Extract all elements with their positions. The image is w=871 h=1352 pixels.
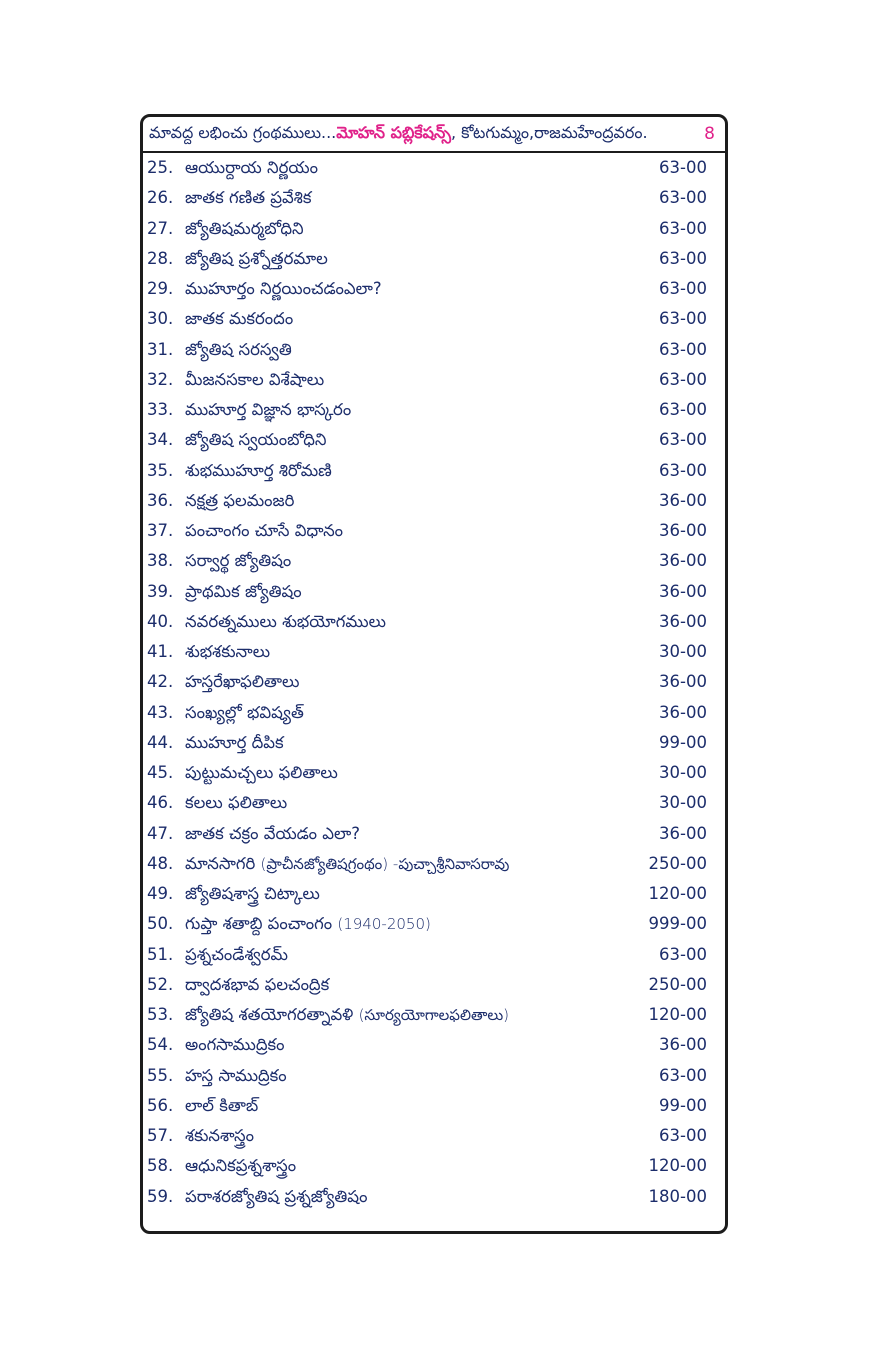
book-price: 63-00 — [659, 430, 707, 450]
book-price: 30-00 — [659, 763, 707, 782]
book-row — [143, 456, 725, 486]
book-title — [185, 637, 270, 667]
book-price: 63-00 — [659, 188, 707, 208]
header-prefix: మావద్ద లభించు గ్రంథములు... — [149, 122, 337, 142]
book-title — [185, 304, 293, 334]
book-title — [185, 1182, 367, 1212]
book-number: 54. — [147, 1035, 174, 1055]
book-title-text: మానసాగరి — [185, 853, 261, 873]
book-price: 36-00 — [659, 823, 707, 843]
book-price: 63-00 — [659, 1065, 707, 1085]
book-number: 25. — [147, 158, 174, 177]
book-row — [143, 1091, 725, 1121]
book-title-text: సర్వార్థ జ్యోతిషం — [185, 551, 292, 571]
book-number: 31. — [147, 339, 174, 359]
book-price: 36-00 — [659, 490, 707, 510]
book-title-text: ఆయుర్దాయ నిర్ణయం — [185, 158, 318, 177]
book-title — [185, 607, 386, 637]
book-title-text: శుభముహూర్త శిరోమణి — [185, 460, 332, 480]
book-row — [143, 425, 725, 455]
book-title — [185, 940, 288, 970]
book-title-text: లాల్ కితాబ్ — [185, 1095, 259, 1115]
book-number: 57. — [147, 1126, 174, 1145]
book-number: 46. — [147, 793, 174, 813]
book-number: 50. — [147, 914, 174, 934]
book-title — [185, 849, 509, 879]
book-number: 34. — [147, 430, 174, 450]
book-title — [185, 1121, 254, 1151]
book-title — [185, 1091, 258, 1121]
book-title — [185, 244, 328, 274]
book-title — [185, 1000, 509, 1030]
book-row — [143, 153, 725, 183]
book-title — [185, 214, 304, 244]
book-price: 999-00 — [648, 914, 707, 934]
book-title — [185, 1061, 287, 1091]
book-title — [185, 698, 304, 728]
book-title — [185, 425, 327, 455]
book-row — [143, 335, 725, 365]
book-title-text: అంగసాముద్రికం — [185, 1035, 285, 1055]
book-list — [143, 153, 725, 1212]
book-title-text: ముహూర్త దీపిక — [185, 732, 284, 752]
book-title — [185, 788, 287, 818]
book-title-text: జ్యోతిషశాస్త్ర చిట్కాలు — [185, 884, 320, 903]
book-number: 35. — [147, 460, 174, 480]
book-title-text: ద్వాదశభావ ఫలచంద్రిక — [185, 974, 330, 994]
book-row — [143, 1061, 725, 1091]
book-number: 51. — [147, 944, 174, 964]
book-number: 43. — [147, 702, 174, 722]
book-price: 36-00 — [659, 702, 707, 722]
book-title — [185, 970, 329, 1000]
book-title-text: ముహూర్త విజ్ఞాన భాస్కరం — [185, 400, 352, 419]
book-title-note: (1940-2050) — [337, 915, 431, 934]
book-row — [143, 183, 725, 213]
book-price: 63-00 — [659, 1126, 707, 1145]
book-row — [143, 698, 725, 728]
book-row — [143, 1000, 725, 1030]
book-number: 41. — [147, 642, 174, 661]
book-number: 49. — [147, 884, 174, 903]
book-title-text: నవరత్నములు శుభయోగములు — [185, 611, 386, 631]
book-title — [185, 274, 382, 304]
book-number: 39. — [147, 581, 174, 601]
book-row — [143, 486, 725, 516]
book-row — [143, 1030, 725, 1060]
book-price: 63-00 — [659, 460, 707, 480]
book-title — [185, 1030, 284, 1060]
book-row — [143, 667, 725, 697]
book-row — [143, 970, 725, 1000]
book-number: 48. — [147, 853, 174, 873]
book-row — [143, 1151, 725, 1181]
publisher-address: , కోటగుమ్మం,రాజమహేంద్రవరం. — [451, 122, 648, 142]
book-title-text: పుట్టుమచ్చలు ఫలితాలు — [185, 763, 338, 782]
book-title-text: ముహూర్తం నిర్ణయించడంఎలా? — [185, 279, 382, 298]
book-title — [185, 879, 320, 909]
book-title — [185, 153, 318, 183]
book-row — [143, 637, 725, 667]
book-title-text: జ్యోతిష స్వయంబోధిని — [185, 430, 327, 450]
book-number: 52. — [147, 974, 174, 994]
book-number: 36. — [147, 490, 174, 510]
book-row — [143, 728, 725, 758]
book-price: 63-00 — [659, 339, 707, 359]
book-number: 56. — [147, 1095, 174, 1115]
book-price: 36-00 — [659, 611, 707, 631]
book-title-text: జ్యోతిష శతయోగరత్నావళి — [185, 1005, 359, 1024]
book-title-text: పరాశరజ్యోతిష ప్రశ్నజ్యోతిషం — [185, 1186, 368, 1206]
book-title-note: (సూర్యయోగాలఫలితాలు) — [358, 1006, 510, 1024]
book-title-text: కలలు ఫలితాలు — [185, 793, 288, 813]
book-title — [185, 395, 351, 425]
book-price: 30-00 — [659, 793, 707, 813]
book-row — [143, 1121, 725, 1151]
publisher-name: మోహన్ పబ్లికేషన్స్ — [336, 122, 451, 142]
book-price: 250-00 — [648, 853, 707, 873]
book-price: 36-00 — [659, 1035, 707, 1055]
book-number: 28. — [147, 248, 174, 268]
book-number: 38. — [147, 551, 174, 571]
book-title — [185, 909, 431, 939]
book-title-text: జాతక మకరందం — [185, 309, 294, 329]
book-number: 30. — [147, 309, 174, 329]
book-price: 63-00 — [659, 218, 707, 238]
book-number: 27. — [147, 218, 174, 238]
book-title-text: జాతక గణిత ప్రవేశిక — [185, 188, 312, 208]
book-row — [143, 819, 725, 849]
book-number: 55. — [147, 1065, 174, 1085]
book-row — [143, 516, 725, 546]
book-price: 63-00 — [659, 400, 707, 419]
book-title-text: జాతక చక్రం వేయడం ఎలా? — [185, 823, 361, 843]
book-number: 29. — [147, 279, 174, 298]
book-row — [143, 304, 725, 334]
book-number: 59. — [147, 1186, 174, 1206]
book-price: 63-00 — [659, 944, 707, 964]
book-row — [143, 940, 725, 970]
book-title-text: నక్షత్ర ఫలమంజరి — [185, 490, 295, 510]
book-row — [143, 788, 725, 818]
book-price: 63-00 — [659, 158, 707, 177]
book-number: 26. — [147, 188, 174, 208]
book-title-text: హస్తరేఖాఫలితాలు — [185, 672, 300, 692]
book-title — [185, 758, 338, 788]
book-title — [185, 183, 311, 213]
book-title-text: హస్త సాముద్రికం — [185, 1065, 287, 1085]
book-number: 40. — [147, 611, 174, 631]
book-row — [143, 909, 725, 939]
book-title — [185, 577, 302, 607]
book-title — [185, 819, 360, 849]
book-row — [143, 849, 725, 879]
book-price: 250-00 — [648, 974, 707, 994]
book-row — [143, 244, 725, 274]
book-title — [185, 456, 332, 486]
book-price: 36-00 — [659, 672, 707, 692]
book-number: 32. — [147, 369, 174, 389]
book-price: 99-00 — [659, 1095, 707, 1115]
book-title — [185, 516, 343, 546]
book-title-text: ప్రశ్నచండేశ్వరమ్ — [185, 944, 288, 964]
book-price: 63-00 — [659, 369, 707, 389]
book-row — [143, 274, 725, 304]
book-title-note: (ప్రాచీనజ్యోతిషగ్రంథం) -పుచ్చాశ్రీనివాసరావు — [260, 854, 510, 873]
book-price: 36-00 — [659, 521, 707, 540]
book-price: 30-00 — [659, 642, 707, 661]
book-number: 44. — [147, 732, 174, 752]
book-title — [185, 335, 292, 365]
book-title-text: శకునశాస్త్రం — [185, 1126, 254, 1145]
book-title-text: సంఖ్యల్లో భవిష్యత్ — [185, 702, 304, 722]
page-number: 8 — [704, 124, 715, 144]
book-row — [143, 577, 725, 607]
book-list-box — [140, 114, 728, 1234]
book-row — [143, 395, 725, 425]
book-row — [143, 365, 725, 395]
book-row — [143, 607, 725, 637]
book-title-text: పంచాంగం చూసే విధానం — [185, 521, 344, 540]
book-price: 36-00 — [659, 551, 707, 571]
book-number: 58. — [147, 1156, 174, 1176]
book-number: 47. — [147, 823, 174, 843]
book-price: 120-00 — [648, 884, 707, 903]
book-title — [185, 486, 294, 516]
book-title-text: జ్యోతిషమర్మబోధిని — [185, 218, 304, 238]
book-price: 99-00 — [659, 732, 707, 752]
book-number: 45. — [147, 763, 174, 782]
book-title — [185, 1151, 296, 1181]
book-title-text: జ్యోతిష సరస్వతి — [185, 339, 292, 359]
book-price: 120-00 — [648, 1005, 707, 1024]
book-row — [143, 1182, 725, 1212]
book-price: 63-00 — [659, 248, 707, 268]
list-header — [143, 117, 725, 153]
book-number: 53. — [147, 1005, 174, 1024]
book-title-text: మీజనసకాల విశేషాలు — [185, 369, 325, 389]
book-row — [143, 879, 725, 909]
book-title — [185, 546, 291, 576]
book-row — [143, 546, 725, 576]
book-number: 33. — [147, 400, 174, 419]
book-title-text: గుప్తా శతాబ్ది పంచాంగం — [185, 914, 338, 934]
book-title-text: ఆధునికప్రశ్నశాస్త్రం — [185, 1156, 297, 1176]
book-row — [143, 214, 725, 244]
book-title — [185, 365, 324, 395]
book-price: 120-00 — [648, 1156, 707, 1176]
book-number: 42. — [147, 672, 174, 692]
book-price: 63-00 — [659, 309, 707, 329]
book-title — [185, 728, 284, 758]
book-price: 180-00 — [648, 1186, 707, 1206]
book-row — [143, 758, 725, 788]
book-price: 36-00 — [659, 581, 707, 601]
book-title-text: జ్యోతిష ప్రశ్నోత్తరమాల — [185, 248, 328, 268]
book-number: 37. — [147, 521, 174, 540]
book-title-text: ప్రాథమిక జ్యోతిషం — [185, 581, 302, 601]
book-title-text: శుభశకునాలు — [185, 642, 271, 661]
book-title — [185, 667, 299, 697]
book-price: 63-00 — [659, 279, 707, 298]
